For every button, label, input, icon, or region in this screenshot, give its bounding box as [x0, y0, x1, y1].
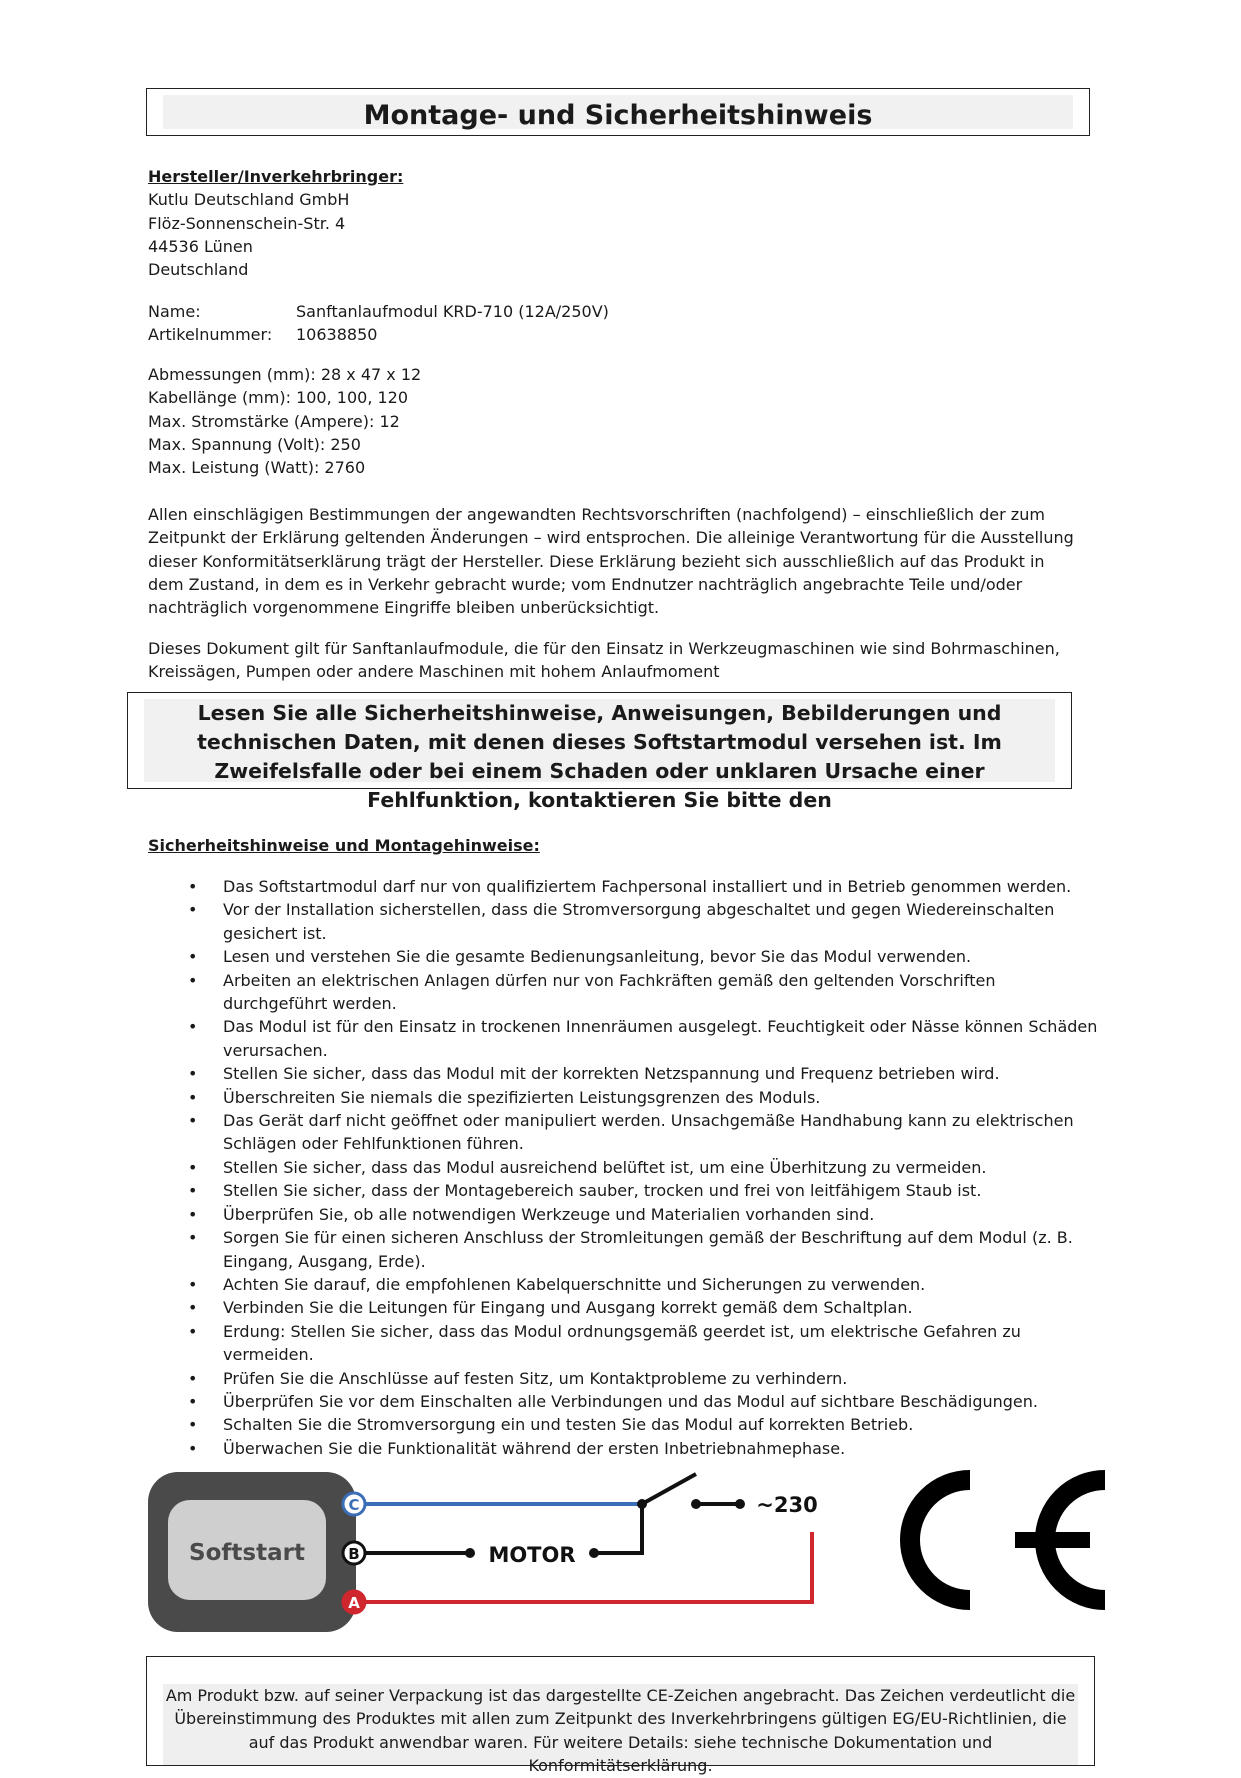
warning-box: [127, 692, 1072, 812]
page-title: Montage- und Sicherheitshinweis: [363, 100, 873, 131]
ce-letter-e-bar: [1015, 1532, 1090, 1548]
manufacturer-street: Flöz-Sonnenschein-Str. 4: [148, 213, 346, 233]
manufacturer-company: Kutlu Deutschland GmbH: [148, 190, 350, 210]
spec-cable-length: Kabellänge (mm): 100, 100, 120: [148, 388, 409, 408]
safety-list-item: • Stellen Sie sicher, dass der Montagebereich sauber, trocken und frei von leitfähigem Staub ist.: [148, 1179, 1098, 1202]
spec-max-current: Max. Stromstärke (Ampere): 12: [148, 411, 400, 431]
safety-list-item: • Verbinden Sie die Leitungen für Eingang und Ausgang korrekt gemäß dem Schaltplan.: [148, 1296, 1098, 1319]
safety-list-item: • Überwachen Sie die Funktionalität während der ersten Inbetriebnahmephase.: [148, 1437, 1098, 1460]
specs-block: [148, 363, 1088, 479]
safety-list-item: • Arbeiten an elektrischen Anlagen dürfen nur von Fachkräften gemäß den geltenden Vorschriften durchgeführt werden.: [148, 969, 1098, 1016]
safety-list-item: • Stellen Sie sicher, dass das Modul ausreichend belüftet ist, um eine Überhitzung zu vermeiden.: [148, 1156, 1098, 1179]
product-name-value: Sanftanlaufmodul KRD-710 (12A/250V): [296, 302, 609, 321]
switch-contact-2: [735, 1499, 745, 1509]
product-article-value: 10638850: [296, 325, 378, 345]
ce-mark-logo: [885, 1460, 1105, 1620]
safety-list-item: • Überprüfen Sie vor dem Einschalten alle Verbindungen und das Modul auf sichtbare Beschädigungen.: [148, 1390, 1098, 1413]
product-block: [148, 300, 1088, 347]
scope-paragraph: Dieses Dokument gilt für Sanftanlaufmodule, die für den Einsatz in Werkzeugmaschinen wie sind Bohrmaschinen, Kreissägen, Pumpen oder andere Maschinen mit hohem Anlaufmoment: [148, 639, 1060, 682]
terminal-a-label: A: [348, 1594, 360, 1612]
spec-max-voltage: Max. Spannung (Volt): 250: [148, 434, 361, 454]
terminal-c-label: C: [348, 1496, 360, 1514]
terminal-b-label: B: [348, 1545, 360, 1563]
safety-list-item: • Überprüfen Sie, ob alle notwendigen Werkzeuge und Materialien vorhanden sind.: [148, 1203, 1098, 1226]
safety-list-item: • Vor der Installation sicherstellen, dass die Stromversorgung abgeschaltet und gegen Wiedereinschalten gesichert ist.: [148, 898, 1098, 945]
safety-heading: Sicherheitshinweise und Montagehinweise:: [148, 836, 540, 855]
motor-label: MOTOR: [488, 1543, 576, 1567]
safety-list-item: • Das Softstartmodul darf nur von qualifiziertem Fachpersonal installiert und in Betrieb genommen werden.: [148, 875, 1098, 898]
manufacturer-country: Deutschland: [148, 260, 249, 280]
switch-lever: [642, 1474, 696, 1504]
product-article-row: [148, 323, 1088, 346]
safety-list-item: • Lesen und verstehen Sie die gesamte Bedienungsanleitung, bevor Sie das Modul verwenden.: [148, 945, 1098, 968]
wiring-diagram: [146, 1448, 856, 1633]
manufacturer-city: 44536 Lünen: [148, 236, 253, 256]
module-label: Softstart: [189, 1540, 305, 1566]
safety-list-container: [148, 875, 1098, 1460]
spec-max-power: Max. Leistung (Watt): 2760: [148, 458, 366, 478]
manufacturer-block: [148, 165, 1088, 281]
wire-red: [364, 1532, 812, 1602]
safety-list-item: • Prüfen Sie die Anschlüsse auf festen Sitz, um Kontaktprobleme zu verhindern.: [148, 1367, 1098, 1390]
safety-list-item: • Schalten Sie die Stromversorgung ein und testen Sie das Modul auf korrekten Betrieb.: [148, 1413, 1098, 1436]
voltage-label: ~230: [756, 1493, 818, 1517]
safety-list: [148, 875, 1098, 1460]
warning-text: Lesen Sie alle Sicherheitshinweise, Anweisungen, Bebilderungen und technischen Daten, mit denen dieses Softstartmodul versehen ist. Im Zweifelsfalle oder bei einem Schaden oder unklaren Ursache einer Fehlfunktion, kontaktieren Sie bitte den: [144, 699, 1055, 782]
spec-dimensions: Abmessungen (mm): 28 x 47 x 12: [148, 365, 422, 384]
manufacturer-heading: Hersteller/Inverkehrbringer:: [148, 167, 404, 186]
safety-list-item: • Erdung: Stellen Sie sicher, dass das Modul ordnungsgemäß geerdet ist, um elektrische Gefahren zu vermeiden.: [148, 1320, 1098, 1367]
product-name-label: Name:: [148, 302, 201, 321]
title-banner: [163, 95, 1073, 129]
safety-list-item: • Sorgen Sie für einen sicheren Anschluss der Stromleitungen gemäß der Beschriftung auf dem Modul (z. B. Eingang, Ausgang, Erde).: [148, 1226, 1098, 1273]
product-name-row: [148, 300, 1088, 323]
ce-info-text: Am Produkt bzw. auf seiner Verpackung ist das dargestellte CE-Zeichen angebracht. Das Zeichen verdeutlicht die Übereinstimmung des Produktes mit allen zum Zeitpunkt des Inverkehrbringens gültigen EG/EU-Richtlinien, die auf das Produkt anwendbar waren. Für weitere Details: siehe technische Dokumentation und Konformitätserklärung.: [163, 1684, 1078, 1765]
safety-list-item: • Überschreiten Sie niemals die spezifizierten Leistungsgrenzen des Moduls.: [148, 1086, 1098, 1109]
motor-terminal-left: [465, 1548, 475, 1558]
safety-list-item: • Das Gerät darf nicht geöffnet oder manipuliert werden. Unsachgemäße Handhabung kann zu elektrischen Schlägen oder Fehlfunktionen führen.: [148, 1109, 1098, 1156]
title-box: [146, 88, 1090, 136]
safety-list-item: • Achten Sie darauf, die empfohlenen Kabelquerschnitte und Sicherungen zu verwenden.: [148, 1273, 1098, 1296]
conformity-paragraph: Allen einschlägigen Bestimmungen der angewandten Rechtsvorschriften (nachfolgend) – einschließlich der zum Zeitpunkt der Erklärung geltenden Änderungen – wird entsprochen. Die alleinige Verantwortung für die Ausstellung dieser Konformitätserklärung trägt der Hersteller. Diese Erklärung bezieht sich ausschließlich auf das Produkt in dem Zustand, in dem es in Verkehr gebracht wurde; vom Endnutzer nachträglich angebrachte Teile und/oder nachträglich vorgenommene Eingriffe bleiben unberücksichtigt.: [148, 505, 1074, 618]
ce-letter-c: [910, 1480, 970, 1600]
wire-black-right: [594, 1504, 642, 1553]
ce-info-box: [146, 1656, 1095, 1776]
product-article-label: Artikelnummer:: [148, 325, 273, 345]
safety-list-item: • Stellen Sie sicher, dass das Modul mit der korrekten Netzspannung und Frequenz betrieben wird.: [148, 1062, 1098, 1085]
safety-list-item: • Das Modul ist für den Einsatz in trockenen Innenräumen ausgelegt. Feuchtigkeit oder Nässe können Schäden verursachen.: [148, 1015, 1098, 1062]
